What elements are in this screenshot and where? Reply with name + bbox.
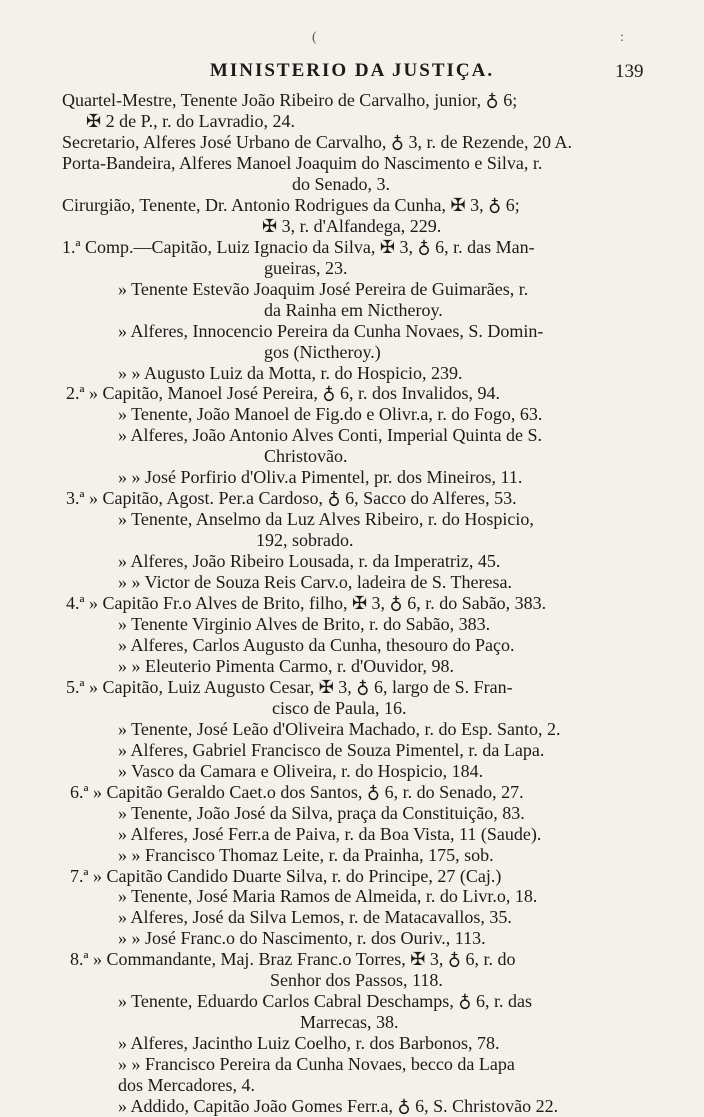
text-line: gueiras, 23. (264, 257, 348, 278)
text-line: » Tenente Estevão Joaquim José Pereira de Guimarães, r. (118, 278, 529, 299)
stray-mark: : (620, 30, 624, 45)
text-line: Christovão. (264, 446, 348, 467)
text-line: » Alferes, João Ribeiro Lousada, r. da Imperatriz, 45. (118, 551, 501, 572)
text-line: da Rainha em Nictheroy. (264, 299, 443, 320)
text-line: 6.ª » Capitão Geraldo Caet.o dos Santos, ♁ 6, r. do Senado, 27. (70, 781, 524, 802)
text-line: 8.ª » Commandante, Maj. Braz Franc.o Torres, ✠ 3, ♁ 6, r. do (70, 949, 516, 970)
stray-mark: ( (312, 30, 317, 45)
text-line: » Alferes, João Antonio Alves Conti, Imperial Quinta de S. (118, 425, 542, 446)
text-line: » » Francisco Thomaz Leite, r. da Prainha, 175, sob. (118, 844, 494, 865)
text-line: 1.ª Comp.—Capitão, Luiz Ignacio da Silva, ✠ 3, ♁ 6, r. das Man- (62, 236, 535, 257)
text-line: » Alferes, Jacintho Luiz Coelho, r. dos Barbonos, 78. (118, 1033, 500, 1054)
text-line: dos Mercadores, 4. (118, 1075, 255, 1095)
text-line: » » Victor de Souza Reis Carv.o, ladeira de S. Theresa. (118, 572, 512, 592)
page-number: 139 (615, 61, 644, 82)
text-line: 7.ª » Capitão Candido Duarte Silva, r. do Principe, 27 (Caj.) (70, 865, 502, 886)
text-line: ✠ 2 de P., r. do Lavradio, 24. (86, 111, 296, 131)
text-line: 4.ª » Capitão Fr.o Alves de Brito, filho, ✠ 3, ♁ 6, r. do Sabão, 383. (66, 593, 547, 613)
text-line: » Tenente, José Leão d'Oliveira Machado, r. do Esp. Santo, 2. (118, 718, 561, 739)
text-line: Secretario, Alferes José Urbano de Carvalho, ♁ 3, r. de Rezende, 20 A. (62, 131, 573, 152)
text-line: Cirurgião, Tenente, Dr. Antonio Rodrigues da Cunha, ✠ 3, ♁ 6; (62, 194, 520, 215)
text-line: Quartel-Mestre, Tenente João Ribeiro de Carvalho, junior, ♁ 6; (62, 90, 518, 110)
text-line: ✠ 3, r. d'Alfandega, 229. (262, 215, 442, 236)
text-line: » Alferes, Gabriel Francisco de Souza Pimentel, r. da Lapa. (118, 739, 545, 760)
text-line: » Alferes, José Ferr.a de Paiva, r. da Boa Vista, 11 (Saude). (118, 823, 542, 844)
text-line: » Alferes, Innocencio Pereira da Cunha Novaes, S. Domin- (118, 320, 544, 341)
text-line: » Addido, Capitão João Gomes Ferr.a, ♁ 6, S. Christovão 22. (118, 1096, 559, 1116)
text-line: » Tenente, João Manoel de Fig.do e Olivr.a, r. do Fogo, 63. (118, 404, 543, 425)
text-line: » Tenente, José Maria Ramos de Almeida, r. do Livr.o, 18. (118, 886, 538, 907)
text-line: » » Eleuterio Pimenta Carmo, r. d'Ouvidor, 98. (118, 655, 454, 676)
page-header-title: MINISTERIO DA JUSTIÇA. (209, 60, 495, 81)
text-line: Porta-Bandeira, Alferes Manoel Joaquim do Nascimento e Silva, r. (62, 152, 543, 173)
text-line: » Tenente, Eduardo Carlos Cabral Deschamps, ♁ 6, r. das (118, 991, 532, 1012)
text-line: Marrecas, 38. (300, 1012, 399, 1033)
text-line: 2.ª » Capitão, Manoel José Pereira, ♁ 6, r. dos Invalidos, 94. (66, 383, 501, 404)
text-line: » Alferes, Carlos Augusto da Cunha, thesouro do Paço. (118, 634, 515, 655)
text-line: » » José Franc.o do Nascimento, r. dos Ouriv., 113. (118, 928, 486, 949)
text-line: » Tenente, João José da Silva, praça da Constituição, 83. (118, 802, 525, 823)
text-line: cisco de Paula, 16. (272, 697, 407, 718)
text-line: » » Francisco Pereira da Cunha Novaes, becco da Lapa (118, 1054, 515, 1075)
text-line: » Tenente, Anselmo da Luz Alves Ribeiro, r. do Hospicio, (118, 509, 534, 530)
text-line: 5.ª » Capitão, Luiz Augusto Cesar, ✠ 3, ♁ 6, largo de S. Fran- (66, 676, 513, 697)
text-line: do Senado, 3. (292, 173, 390, 194)
text-line: » Tenente Virginio Alves de Brito, r. do Sabão, 383. (118, 614, 491, 634)
text-line: 3.ª » Capitão, Agost. Per.a Cardoso, ♁ 6, Sacco do Alferes, 53. (66, 488, 517, 509)
text-line: » Alferes, José da Silva Lemos, r. de Matacavallos, 35. (118, 907, 512, 928)
text-line: gos (Nictheroy.) (264, 341, 381, 362)
text-line: Senhor dos Passos, 118. (270, 970, 443, 991)
text-line: » » Augusto Luiz da Motta, r. do Hospicio, 239. (118, 362, 463, 383)
text-line: » » José Porfirio d'Oliv.a Pimentel, pr. dos Mineiros, 11. (118, 467, 523, 488)
text-line: » Vasco da Camara e Oliveira, r. do Hospicio, 184. (118, 760, 484, 781)
text-line: 192, sobrado. (256, 530, 354, 551)
